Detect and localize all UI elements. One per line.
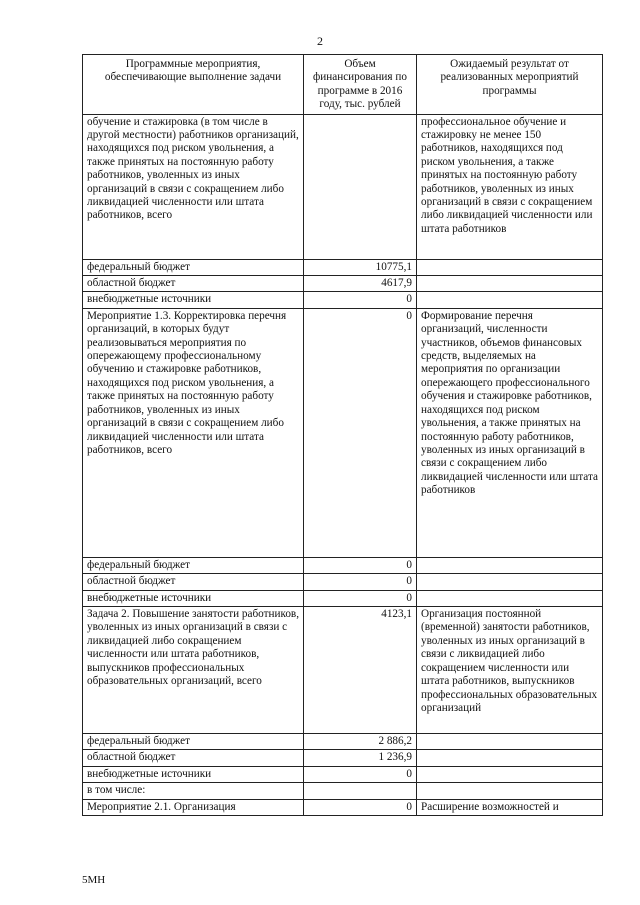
program-table <box>82 54 603 816</box>
cell-amount: 1 236,9 <box>304 750 417 766</box>
table-row <box>83 734 603 750</box>
cell-activity: федеральный бюджет <box>83 259 304 275</box>
cell-activity: областной бюджет <box>83 574 304 590</box>
cell-activity: Задача 2. Повышение занятости работников, уволенных из иных организаций в связи с ликвидацией либо сокращением численности или штата работников, выпускников профессиональных образовательных организаций, всего <box>83 607 304 734</box>
table-row <box>83 590 603 606</box>
cell-result <box>417 734 603 750</box>
cell-activity: федеральный бюджет <box>83 557 304 573</box>
cell-amount: 0 <box>304 766 417 782</box>
cell-activity: внебюджетные источники <box>83 292 304 308</box>
cell-amount: 4123,1 <box>304 607 417 734</box>
cell-amount <box>304 114 417 259</box>
table-row <box>83 557 603 573</box>
table-row <box>83 750 603 766</box>
table-row <box>83 607 603 734</box>
cell-activity: обучение и стажировка (в том числе в другой местности) работников организаций, находящихся под риском увольнения, а также принятых на постоянную работу работников, уволенных из иных организаций в связи с сокращением либо ликвидацией численности или штата работников, всего <box>83 114 304 259</box>
cell-result <box>417 783 603 799</box>
cell-result: Организация постоянной (временной) занятости работников, уволенных из иных организаций в связи с ликвидацией либо сокращением численности или штата работников, выпускников профессиональных образовательных организаций <box>417 607 603 734</box>
cell-amount: 0 <box>304 557 417 573</box>
footer-code: 5МН <box>82 874 106 886</box>
table-row <box>83 292 603 308</box>
cell-amount: 0 <box>304 574 417 590</box>
cell-activity: федеральный бюджет <box>83 734 304 750</box>
cell-amount <box>304 783 417 799</box>
cell-activity: Мероприятие 1.3. Корректировка перечня организаций, в которых будут реализовываться мероприятия по опережающему профессиональному обучению и стажировке работников, находящихся под риском увольнения, а также принятых на постоянную работу работников, уволенных из иных организаций в связи с сокращением либо ликвидацией численности или штата работников, всего <box>83 308 304 557</box>
cell-result <box>417 766 603 782</box>
page-number: 2 <box>317 34 323 48</box>
table-row <box>83 308 603 557</box>
table-row <box>83 799 603 815</box>
cell-activity: областной бюджет <box>83 276 304 292</box>
cell-result <box>417 557 603 573</box>
cell-amount: 0 <box>304 292 417 308</box>
cell-result <box>417 259 603 275</box>
cell-activity: областной бюджет <box>83 750 304 766</box>
cell-amount: 4617,9 <box>304 276 417 292</box>
table-row <box>83 276 603 292</box>
table-row <box>83 574 603 590</box>
cell-activity: Мероприятие 2.1. Организация <box>83 799 304 815</box>
cell-activity: внебюджетные источники <box>83 590 304 606</box>
table-row <box>83 783 603 799</box>
cell-result <box>417 590 603 606</box>
cell-result <box>417 574 603 590</box>
cell-result: Формирование перечня организаций, численности участников, объемов финансовых средств, выделяемых на мероприятия по организации опережающего профессионального обучения и стажировке работников, находящихся под риском увольнения, а также принятых на постоянную работу работников, уволенных из иных организаций в связи с сокращением либо ликвидацией численности или штата работников <box>417 308 603 557</box>
cell-result: профессиональное обучение и стажировку не менее 150 работников, находящихся под риском увольнения, а также принятых на постоянную работу работников, уволенных из иных организаций в связи с сокращением либо ликвидацией численности или штата работников <box>417 114 603 259</box>
table-header-row <box>83 55 603 115</box>
cell-result <box>417 750 603 766</box>
cell-amount: 0 <box>304 799 417 815</box>
cell-result <box>417 292 603 308</box>
table-row <box>83 766 603 782</box>
cell-amount: 10775,1 <box>304 259 417 275</box>
header-result: Ожидаемый результат от реализованных мероприятий программы <box>417 55 603 115</box>
cell-result <box>417 276 603 292</box>
header-funding: Объем финансирования по программе в 2016 году, тыс. рублей <box>304 55 417 115</box>
header-activities: Программные мероприятия, обеспечивающие выполнение задачи <box>83 55 304 115</box>
cell-activity: в том числе: <box>83 783 304 799</box>
table-row <box>83 114 603 259</box>
cell-activity: внебюджетные источники <box>83 766 304 782</box>
cell-amount: 0 <box>304 590 417 606</box>
table-row <box>83 259 603 275</box>
cell-result: Расширение возможностей и <box>417 799 603 815</box>
cell-amount: 2 886,2 <box>304 734 417 750</box>
cell-amount: 0 <box>304 308 417 557</box>
